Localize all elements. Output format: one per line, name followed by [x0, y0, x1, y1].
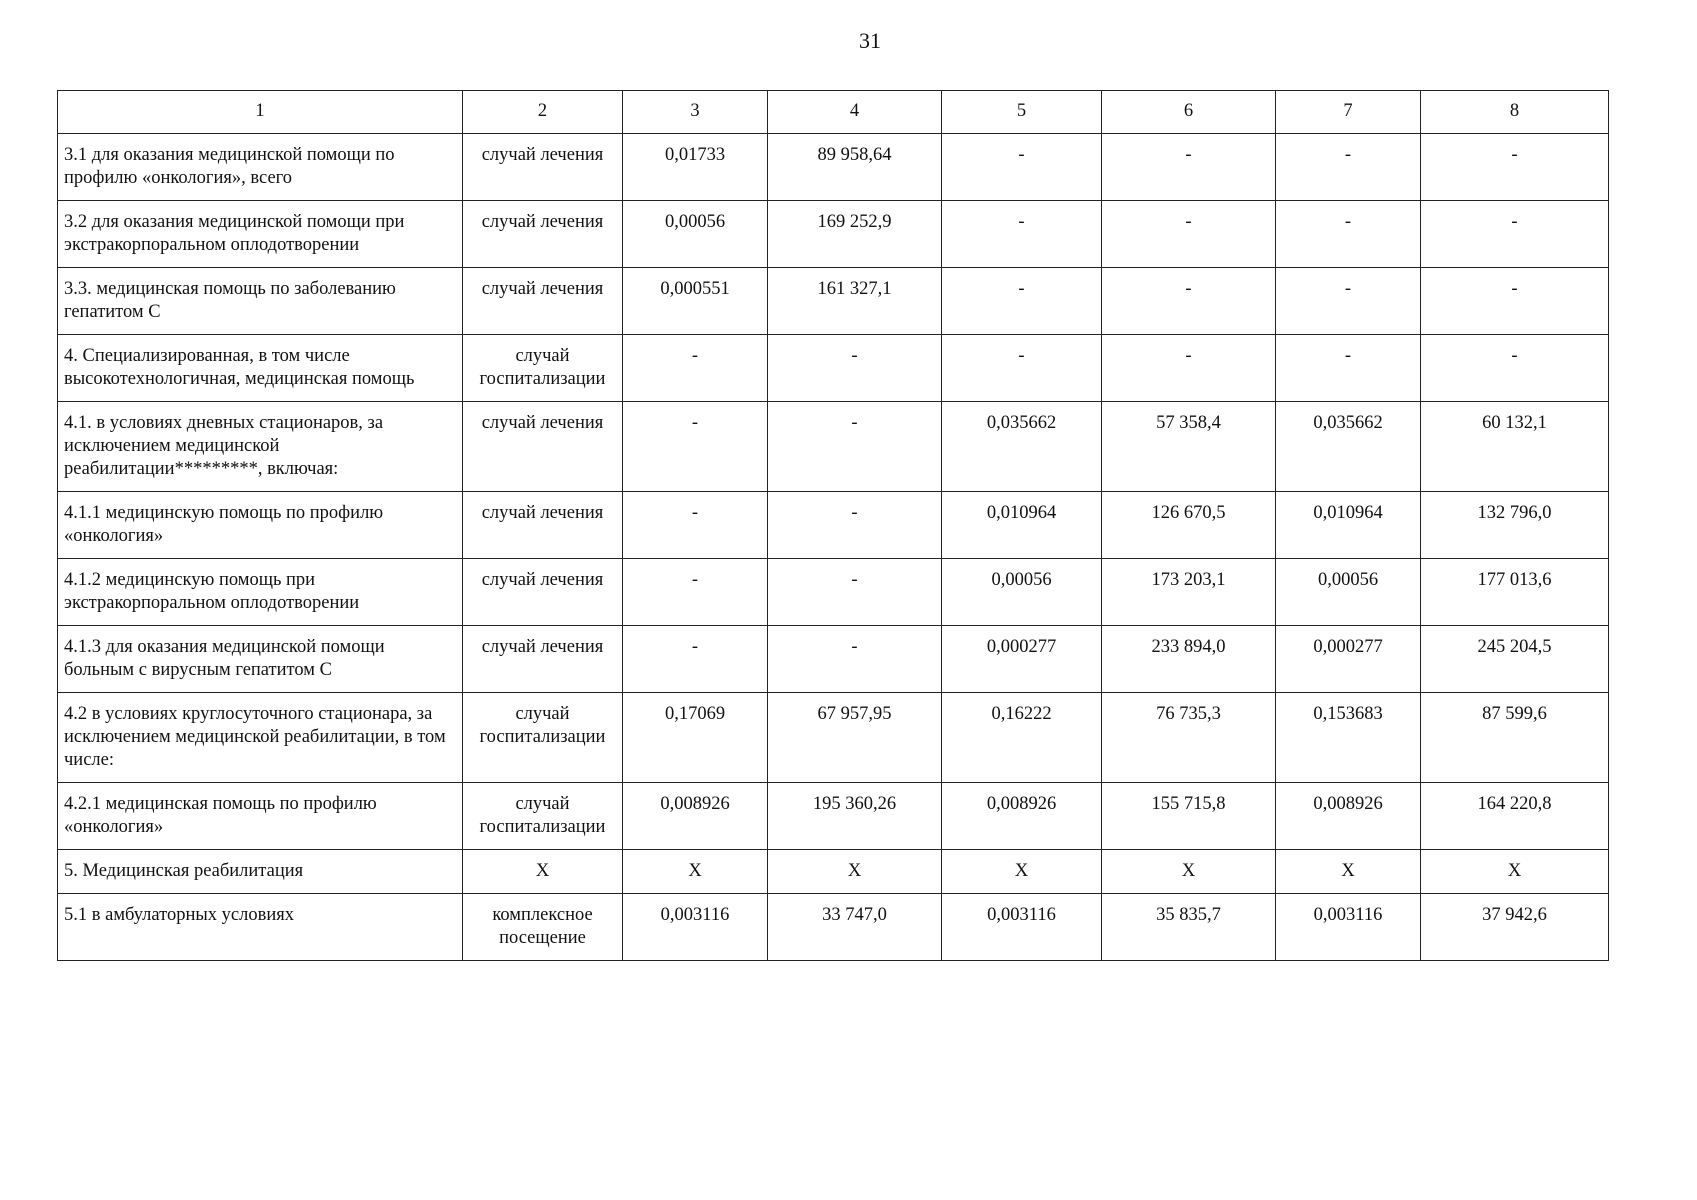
table-cell: 33 747,0	[768, 894, 942, 961]
table-cell: 233 894,0	[1102, 626, 1276, 693]
table-cell: Х	[1276, 850, 1421, 894]
table-cell: 155 715,8	[1102, 783, 1276, 850]
table-cell: Х	[463, 850, 623, 894]
table-cell: -	[942, 335, 1102, 402]
table-cell: случай лечения	[463, 559, 623, 626]
table-cell: -	[1102, 201, 1276, 268]
table-cell: 0,003116	[1276, 894, 1421, 961]
table-cell: -	[1276, 335, 1421, 402]
table-cell: 0,003116	[942, 894, 1102, 961]
table-cell: -	[1421, 134, 1609, 201]
header-cell: 4	[768, 91, 942, 134]
header-cell: 8	[1421, 91, 1609, 134]
table-cell: -	[1276, 134, 1421, 201]
row-label-cell: 5. Медицинская реабилитация	[58, 850, 463, 894]
table-cell: 0,010964	[942, 492, 1102, 559]
table-cell: случай госпитализации	[463, 693, 623, 783]
table-cell: 0,000551	[623, 268, 768, 335]
table-cell: случай лечения	[463, 268, 623, 335]
table-row	[58, 492, 1609, 559]
table-cell: -	[1421, 335, 1609, 402]
data-table	[57, 90, 1609, 961]
table-cell: -	[942, 134, 1102, 201]
table-row	[58, 201, 1609, 268]
table-cell: Х	[942, 850, 1102, 894]
row-label-cell: 4.2.1 медицинская помощь по профилю «онкология»	[58, 783, 463, 850]
table-cell: 0,00056	[942, 559, 1102, 626]
table-row	[58, 894, 1609, 961]
table-cell: -	[1421, 201, 1609, 268]
header-cell: 6	[1102, 91, 1276, 134]
table-cell: случай госпитализации	[463, 335, 623, 402]
row-label-cell: 5.1 в амбулаторных условиях	[58, 894, 463, 961]
table-cell: 37 942,6	[1421, 894, 1609, 961]
header-cell: 1	[58, 91, 463, 134]
header-cell: 2	[463, 91, 623, 134]
header-cell: 5	[942, 91, 1102, 134]
table-cell: -	[623, 335, 768, 402]
table-row	[58, 693, 1609, 783]
table-cell: 0,035662	[942, 402, 1102, 492]
table-cell: Х	[768, 850, 942, 894]
table-cell: -	[623, 626, 768, 693]
row-label-cell: 4.1. в условиях дневных стационаров, за исключением медицинской реабилитации*********, включая:	[58, 402, 463, 492]
row-label-cell: 4.1.2 медицинскую помощь при экстракорпоральном оплодотворении	[58, 559, 463, 626]
table-cell: 57 358,4	[1102, 402, 1276, 492]
table-cell: 161 327,1	[768, 268, 942, 335]
table-cell: -	[768, 402, 942, 492]
table-cell: 0,000277	[1276, 626, 1421, 693]
table-cell: случай лечения	[463, 134, 623, 201]
table-cell: -	[623, 402, 768, 492]
table-cell: 195 360,26	[768, 783, 942, 850]
table-cell: случай лечения	[463, 492, 623, 559]
table-row	[58, 335, 1609, 402]
table-cell: -	[1276, 268, 1421, 335]
table-row	[58, 402, 1609, 492]
table-cell: 67 957,95	[768, 693, 942, 783]
table-cell: случай лечения	[463, 201, 623, 268]
table-cell: 0,008926	[942, 783, 1102, 850]
row-label-cell: 4.1.1 медицинскую помощь по профилю «онкология»	[58, 492, 463, 559]
row-label-cell: 3.1 для оказания медицинской помощи по профилю «онкология», всего	[58, 134, 463, 201]
table-cell: -	[768, 335, 942, 402]
table-cell: 0,00056	[1276, 559, 1421, 626]
table-cell: -	[623, 559, 768, 626]
table-cell: -	[1276, 201, 1421, 268]
table-cell: комплексное посещение	[463, 894, 623, 961]
table-cell: 0,01733	[623, 134, 768, 201]
table-row	[58, 559, 1609, 626]
table-header-row	[58, 91, 1609, 134]
table-cell: 0,16222	[942, 693, 1102, 783]
table-cell: -	[1102, 268, 1276, 335]
table-cell: 0,003116	[623, 894, 768, 961]
table-row	[58, 134, 1609, 201]
table-cell: 177 013,6	[1421, 559, 1609, 626]
header-cell: 7	[1276, 91, 1421, 134]
row-label-cell: 3.2 для оказания медицинской помощи при экстракорпоральном оплодотворении	[58, 201, 463, 268]
table-cell: 169 252,9	[768, 201, 942, 268]
table-cell: Х	[1102, 850, 1276, 894]
table-cell: 0,035662	[1276, 402, 1421, 492]
table-cell: 164 220,8	[1421, 783, 1609, 850]
table-cell: 0,000277	[942, 626, 1102, 693]
table-cell: -	[1102, 335, 1276, 402]
table-cell: -	[942, 201, 1102, 268]
row-label-cell: 4. Специализированная, в том числе высокотехнологичная, медицинская помощь	[58, 335, 463, 402]
table-cell: 87 599,6	[1421, 693, 1609, 783]
table-cell: 0,010964	[1276, 492, 1421, 559]
table-cell: 60 132,1	[1421, 402, 1609, 492]
table-row	[58, 850, 1609, 894]
table-cell: случай лечения	[463, 402, 623, 492]
table-cell: -	[768, 559, 942, 626]
table-cell: 89 958,64	[768, 134, 942, 201]
table-cell: -	[623, 492, 768, 559]
table-row	[58, 783, 1609, 850]
table-row	[58, 626, 1609, 693]
table-cell: -	[768, 626, 942, 693]
table-cell: 0,153683	[1276, 693, 1421, 783]
table-cell: 35 835,7	[1102, 894, 1276, 961]
table-cell: Х	[623, 850, 768, 894]
table-cell: Х	[1421, 850, 1609, 894]
table-row	[58, 268, 1609, 335]
table-cell: -	[942, 268, 1102, 335]
table-cell: 245 204,5	[1421, 626, 1609, 693]
table-cell: 173 203,1	[1102, 559, 1276, 626]
row-label-cell: 4.2 в условиях круглосуточного стационара, за исключением медицинской реабилитации, в том числе:	[58, 693, 463, 783]
table-cell: -	[768, 492, 942, 559]
table-cell: 76 735,3	[1102, 693, 1276, 783]
row-label-cell: 3.3. медицинская помощь по заболеванию гепатитом С	[58, 268, 463, 335]
table-cell: случай госпитализации	[463, 783, 623, 850]
page-number: 31	[859, 28, 881, 53]
table-body	[58, 91, 1609, 961]
table-cell: -	[1421, 268, 1609, 335]
table-cell: 126 670,5	[1102, 492, 1276, 559]
table-cell: 0,00056	[623, 201, 768, 268]
table-cell: 0,008926	[1276, 783, 1421, 850]
row-label-cell: 4.1.3 для оказания медицинской помощи больным с вирусным гепатитом С	[58, 626, 463, 693]
header-cell: 3	[623, 91, 768, 134]
table-cell: 132 796,0	[1421, 492, 1609, 559]
table-cell: -	[1102, 134, 1276, 201]
table-cell: 0,17069	[623, 693, 768, 783]
table-cell: 0,008926	[623, 783, 768, 850]
table-cell: случай лечения	[463, 626, 623, 693]
